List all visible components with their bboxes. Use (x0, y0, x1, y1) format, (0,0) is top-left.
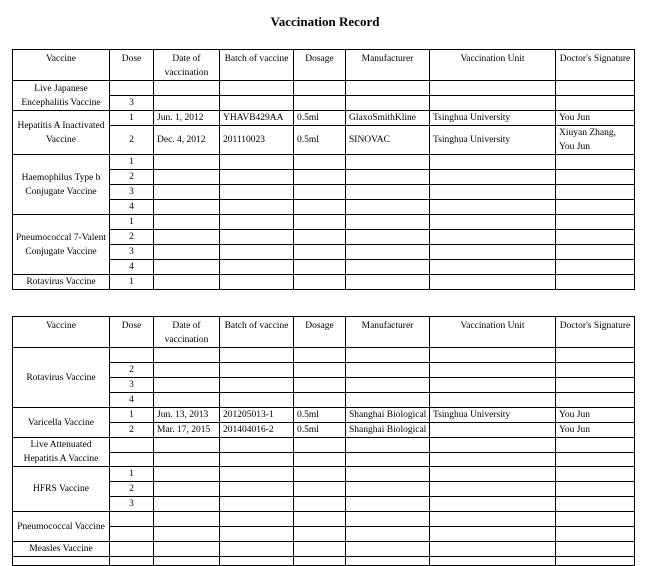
date-cell: Jun. 1, 2012 (154, 111, 220, 126)
manufacturer-cell (346, 170, 430, 185)
manufacturer-cell: GlaxoSmithKline (346, 111, 430, 126)
vaccination-unit-cell: Tsinghua University (430, 408, 556, 423)
dosage-cell (294, 230, 346, 245)
column-header: Vaccination Unit (430, 317, 556, 348)
date-cell (154, 438, 220, 453)
dosage-cell (294, 215, 346, 230)
vaccination-unit-cell (430, 230, 556, 245)
dosage-cell (294, 275, 346, 290)
dosage-cell (294, 527, 346, 542)
doctor-signature-cell (556, 170, 635, 185)
vaccination-unit-cell (430, 423, 556, 438)
dose-cell (110, 438, 154, 453)
doctor-signature-cell (556, 512, 635, 527)
doctor-signature-cell: Xiuyan Zhang, You Jun (556, 126, 635, 155)
dose-cell: 1 (110, 215, 154, 230)
dose-cell (110, 542, 154, 557)
date-cell (154, 275, 220, 290)
dosage-cell (294, 185, 346, 200)
dose-cell: 3 (110, 378, 154, 393)
column-header: Date of vaccination (154, 50, 220, 81)
dosage-cell (294, 542, 346, 557)
batch-cell (220, 378, 294, 393)
date-cell (154, 453, 220, 467)
doctor-signature-cell (556, 527, 635, 542)
dose-cell: 1 (110, 408, 154, 423)
dosage-cell: 0.5ml (294, 423, 346, 438)
manufacturer-cell (346, 482, 430, 497)
batch-cell (220, 363, 294, 378)
dosage-cell: 0.5ml (294, 111, 346, 126)
vaccine-name-cell: HFRS Vaccine (13, 467, 110, 512)
manufacturer-cell (346, 200, 430, 215)
doctor-signature-cell (556, 378, 635, 393)
column-header: Batch of vaccine (220, 317, 294, 348)
manufacturer-cell (346, 557, 430, 566)
vaccine-name-cell: Live Japanese Encephalitis Vaccine (13, 81, 110, 111)
vaccination-unit-cell (430, 393, 556, 408)
batch-cell (220, 348, 294, 363)
doctor-signature-cell (556, 200, 635, 215)
vaccination-unit-cell (430, 527, 556, 542)
vaccination-unit-cell (430, 96, 556, 111)
manufacturer-cell (346, 215, 430, 230)
dose-cell: 3 (110, 96, 154, 111)
date-cell: Mar. 17, 2015 (154, 423, 220, 438)
vaccination-unit-cell (430, 200, 556, 215)
vaccination-table-1 (12, 49, 635, 290)
dose-cell: 1 (110, 111, 154, 126)
doctor-signature-cell (556, 497, 635, 512)
batch-cell (220, 275, 294, 290)
date-cell (154, 378, 220, 393)
doctor-signature-cell (556, 438, 635, 453)
date-cell (154, 170, 220, 185)
date-cell (154, 215, 220, 230)
date-cell (154, 557, 220, 566)
dosage-cell (294, 378, 346, 393)
date-cell (154, 497, 220, 512)
dose-cell: 3 (110, 497, 154, 512)
dose-cell: 2 (110, 230, 154, 245)
table-row (13, 81, 635, 96)
batch-cell (220, 260, 294, 275)
batch-cell (220, 482, 294, 497)
vaccination-unit-cell (430, 438, 556, 453)
date-cell (154, 348, 220, 363)
manufacturer-cell (346, 393, 430, 408)
dose-cell: 4 (110, 260, 154, 275)
column-header: Doctor's Signature (556, 50, 635, 81)
column-header: Vaccine (13, 317, 110, 348)
vaccination-unit-cell (430, 512, 556, 527)
dosage-cell: 0.5ml (294, 126, 346, 155)
column-header: Dose (110, 317, 154, 348)
vaccine-name-cell: Rotavirus Vaccine (13, 275, 110, 290)
date-cell (154, 512, 220, 527)
batch-cell (220, 200, 294, 215)
batch-cell (220, 557, 294, 566)
vaccination-table-2 (12, 316, 635, 566)
vaccination-unit-cell: Tsinghua University (430, 111, 556, 126)
manufacturer-cell (346, 155, 430, 170)
doctor-signature-cell (556, 260, 635, 275)
column-header: Vaccination Unit (430, 50, 556, 81)
dose-cell: 2 (110, 482, 154, 497)
vaccination-unit-cell (430, 542, 556, 557)
date-cell (154, 96, 220, 111)
column-header: Manufacturer (346, 50, 430, 81)
table-row (13, 557, 635, 566)
vaccination-unit-cell: Tsinghua University (430, 126, 556, 155)
dosage-cell (294, 438, 346, 453)
table-row (13, 438, 635, 453)
manufacturer-cell (346, 81, 430, 96)
vaccination-unit-cell (430, 497, 556, 512)
vaccination-unit-cell (430, 378, 556, 393)
batch-cell (220, 81, 294, 96)
manufacturer-cell (346, 260, 430, 275)
batch-cell (220, 393, 294, 408)
batch-cell (220, 155, 294, 170)
table-row (13, 155, 635, 170)
date-cell (154, 245, 220, 260)
vaccination-unit-cell (430, 185, 556, 200)
manufacturer-cell (346, 230, 430, 245)
vaccination-unit-cell (430, 557, 556, 566)
table-row (13, 215, 635, 230)
dose-cell: 2 (110, 363, 154, 378)
header-row (13, 317, 635, 348)
dose-cell: 1 (110, 155, 154, 170)
manufacturer-cell: SINOVAC (346, 126, 430, 155)
manufacturer-cell (346, 467, 430, 482)
manufacturer-cell: Shanghai Biological (346, 423, 430, 438)
header-row (13, 50, 635, 81)
vaccination-unit-cell (430, 81, 556, 96)
batch-cell (220, 542, 294, 557)
table-row (13, 467, 635, 482)
dosage-cell (294, 363, 346, 378)
manufacturer-cell (346, 378, 430, 393)
dosage-cell (294, 393, 346, 408)
doctor-signature-cell (556, 467, 635, 482)
date-cell (154, 393, 220, 408)
manufacturer-cell (346, 453, 430, 467)
batch-cell (220, 512, 294, 527)
column-header: Dosage (294, 50, 346, 81)
date-cell (154, 81, 220, 96)
date-cell (154, 482, 220, 497)
vaccine-name-cell: Measles Vaccine (13, 542, 110, 557)
date-cell (154, 467, 220, 482)
vaccine-name-cell (13, 557, 110, 566)
dose-cell: 2 (110, 423, 154, 438)
batch-cell (220, 438, 294, 453)
dose-cell: 4 (110, 393, 154, 408)
dose-cell (110, 348, 154, 363)
dosage-cell (294, 245, 346, 260)
column-header: Dose (110, 50, 154, 81)
vaccine-name-cell: Haemophilus Type b Conjugate Vaccine (13, 155, 110, 215)
doctor-signature-cell (556, 275, 635, 290)
doctor-signature-cell (556, 453, 635, 467)
vaccine-name-cell: Varicella Vaccine (13, 408, 110, 438)
dosage-cell: 0.5ml (294, 408, 346, 423)
doctor-signature-cell (556, 542, 635, 557)
date-cell (154, 185, 220, 200)
vaccination-unit-cell (430, 155, 556, 170)
date-cell (154, 363, 220, 378)
vaccination-unit-cell (430, 482, 556, 497)
vaccine-name-cell: Rotavirus Vaccine (13, 348, 110, 408)
batch-cell (220, 215, 294, 230)
column-header: Doctor's Signature (556, 317, 635, 348)
dosage-cell (294, 96, 346, 111)
date-cell (154, 527, 220, 542)
batch-cell (220, 96, 294, 111)
manufacturer-cell (346, 527, 430, 542)
dose-cell: 3 (110, 245, 154, 260)
manufacturer-cell (346, 438, 430, 453)
vaccination-unit-cell (430, 260, 556, 275)
dosage-cell (294, 200, 346, 215)
vaccination-unit-cell (430, 245, 556, 260)
dosage-cell (294, 348, 346, 363)
column-header: Vaccine (13, 50, 110, 81)
manufacturer-cell (346, 512, 430, 527)
dosage-cell (294, 453, 346, 467)
doctor-signature-cell: You Jun (556, 408, 635, 423)
dose-cell: 4 (110, 200, 154, 215)
batch-cell (220, 245, 294, 260)
doctor-signature-cell (556, 348, 635, 363)
page-title: Vaccination Record (270, 14, 380, 29)
dose-cell (110, 512, 154, 527)
doctor-signature-cell (556, 557, 635, 566)
table-row (13, 408, 635, 423)
manufacturer-cell (346, 348, 430, 363)
doctor-signature-cell (556, 230, 635, 245)
manufacturer-cell: Shanghai Biological (346, 408, 430, 423)
dose-cell: 2 (110, 170, 154, 185)
manufacturer-cell (346, 245, 430, 260)
vaccination-unit-cell (430, 170, 556, 185)
table-row (13, 512, 635, 527)
dosage-cell (294, 155, 346, 170)
batch-cell: YHAVB429AA (220, 111, 294, 126)
doctor-signature-cell (556, 215, 635, 230)
batch-cell (220, 497, 294, 512)
column-header: Dosage (294, 317, 346, 348)
date-cell (154, 155, 220, 170)
doctor-signature-cell (556, 185, 635, 200)
table-row (13, 348, 635, 363)
vaccination-unit-cell (430, 215, 556, 230)
dose-cell (110, 527, 154, 542)
vaccine-name-cell: Hepatitis A Inactivated Vaccine (13, 111, 110, 155)
doctor-signature-cell (556, 155, 635, 170)
date-cell (154, 260, 220, 275)
doctor-signature-cell (556, 96, 635, 111)
dose-cell: 1 (110, 275, 154, 290)
manufacturer-cell (346, 542, 430, 557)
vaccination-unit-cell (430, 348, 556, 363)
table-row (13, 111, 635, 126)
batch-cell: 201404016-2 (220, 423, 294, 438)
doctor-signature-cell: You Jun (556, 111, 635, 126)
vaccine-name-cell: Pneumococcal 7-Valent Conjugate Vaccine (13, 215, 110, 275)
table-row (13, 275, 635, 290)
vaccine-name-cell: Live Attenuated Hepatitis A Vaccine (13, 438, 110, 467)
manufacturer-cell (346, 363, 430, 378)
dose-cell (110, 453, 154, 467)
dose-cell: 2 (110, 126, 154, 155)
doctor-signature-cell (556, 81, 635, 96)
table-row (13, 542, 635, 557)
batch-cell (220, 230, 294, 245)
manufacturer-cell (346, 185, 430, 200)
date-cell (154, 200, 220, 215)
date-cell: Jun. 13, 2013 (154, 408, 220, 423)
dosage-cell (294, 170, 346, 185)
doctor-signature-cell (556, 482, 635, 497)
vaccination-unit-cell (430, 467, 556, 482)
batch-cell (220, 453, 294, 467)
dosage-cell (294, 260, 346, 275)
doctor-signature-cell (556, 363, 635, 378)
date-cell (154, 230, 220, 245)
batch-cell (220, 467, 294, 482)
batch-cell (220, 527, 294, 542)
manufacturer-cell (346, 497, 430, 512)
doctor-signature-cell (556, 393, 635, 408)
batch-cell (220, 170, 294, 185)
dose-cell (110, 81, 154, 96)
doctor-signature-cell (556, 245, 635, 260)
manufacturer-cell (346, 96, 430, 111)
manufacturer-cell (346, 275, 430, 290)
doctor-signature-cell: You Jun (556, 423, 635, 438)
date-cell: Dec. 4, 2012 (154, 126, 220, 155)
dosage-cell (294, 557, 346, 566)
column-header: Manufacturer (346, 317, 430, 348)
vaccination-unit-cell (430, 275, 556, 290)
column-header: Batch of vaccine (220, 50, 294, 81)
dosage-cell (294, 482, 346, 497)
dose-cell: 3 (110, 185, 154, 200)
dosage-cell (294, 467, 346, 482)
dosage-cell (294, 81, 346, 96)
date-cell (154, 542, 220, 557)
dosage-cell (294, 512, 346, 527)
vaccine-name-cell: Pneumococcal Vaccine (13, 512, 110, 542)
vaccination-unit-cell (430, 453, 556, 467)
dose-cell: 1 (110, 467, 154, 482)
batch-cell (220, 185, 294, 200)
column-header: Date of vaccination (154, 317, 220, 348)
dose-cell (110, 557, 154, 566)
batch-cell: 201205013-1 (220, 408, 294, 423)
dosage-cell (294, 497, 346, 512)
vaccination-unit-cell (430, 363, 556, 378)
batch-cell: 201110023 (220, 126, 294, 155)
